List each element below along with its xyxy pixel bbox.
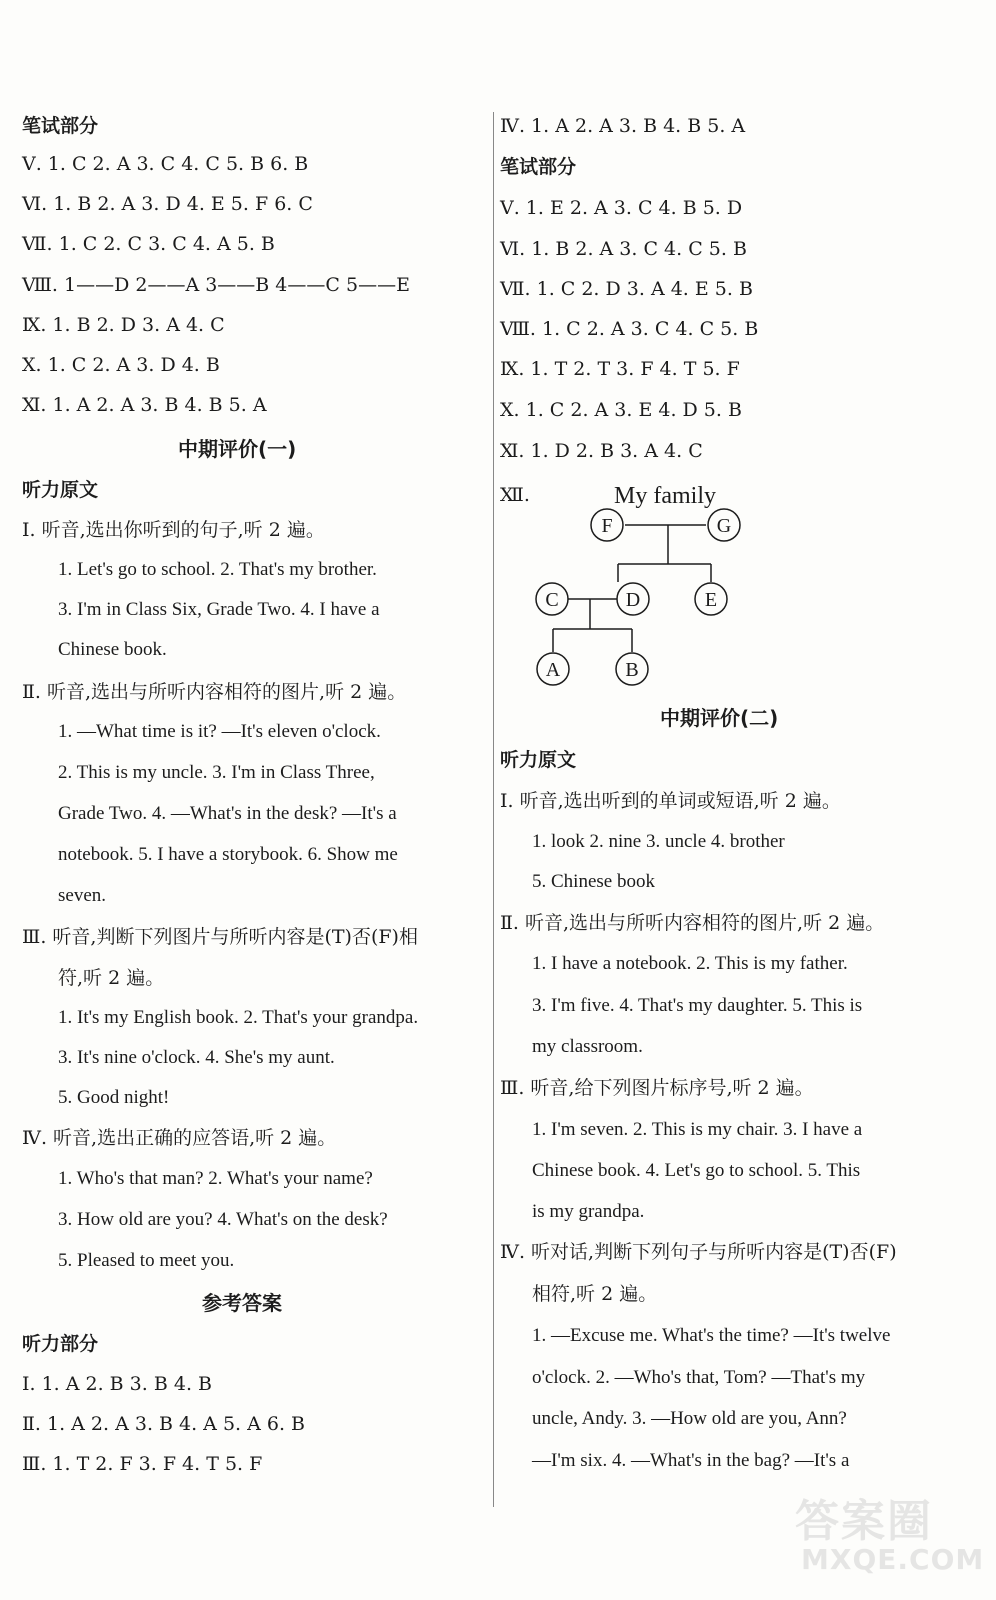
text-line: is my grandpa. — [532, 1201, 645, 1222]
family-node — [708, 509, 740, 541]
text-line: 1. look 2. nine 3. uncle 4. brother — [532, 831, 785, 852]
text-line: 5. Good night! — [58, 1087, 170, 1108]
text-line: Ⅳ. 1. A 2. A 3. B 4. B 5. A — [500, 115, 746, 137]
text-line: Ⅸ. 1. B 2. D 3. A 4. C — [22, 314, 225, 336]
column-divider — [493, 112, 494, 1507]
text-line: Ⅲ. 听音,给下列图片标序号,听 2 遍。 — [500, 1077, 814, 1099]
text-line: Ⅰ. 听音,选出你听到的句子,听 2 遍。 — [22, 519, 325, 541]
section-heading: 笔试部分 — [22, 115, 99, 137]
family-node-label: F — [601, 515, 613, 537]
family-node-label: B — [625, 659, 639, 681]
text-line: o'clock. 2. —Who's that, Tom? —That's my — [532, 1367, 866, 1388]
section-heading: 笔试部分 — [500, 156, 577, 178]
text-line: Ⅺ. 1. D 2. B 3. A 4. C — [500, 440, 703, 462]
text-line: 1. Let's go to school. 2. That's my brother. — [58, 559, 377, 580]
section-heading: 听力部分 — [22, 1333, 99, 1355]
text-line: 5. Chinese book — [532, 871, 655, 892]
text-line: Chinese book. — [58, 639, 167, 660]
text-line: Ⅳ. 听对话,判断下列句子与所听内容是(T)否(F) — [500, 1241, 897, 1263]
text-line: Ⅴ. 1. C 2. A 3. C 4. C 5. B 6. B — [22, 153, 309, 175]
text-line: Chinese book. 4. Let's go to school. 5. This — [532, 1160, 861, 1181]
family-node-label: E — [704, 589, 718, 611]
family-node — [537, 653, 569, 685]
text-line: Ⅵ. 1. B 2. A 3. C 4. C 5. B — [500, 238, 747, 260]
text-line: my classroom. — [532, 1036, 643, 1057]
text-line: 2. This is my uncle. 3. I'm in Class Three, — [58, 762, 375, 783]
text-line: Ⅺ. 1. A 2. A 3. B 4. B 5. A — [22, 394, 267, 416]
text-line: Ⅲ. 听音,判断下列图片与所听内容是(T)否(F)相 — [22, 926, 418, 948]
section-heading: 中期评价(二) — [660, 706, 779, 730]
section-heading: 参考答案 — [202, 1291, 282, 1315]
text-line: Ⅹ. 1. C 2. A 3. D 4. B — [22, 354, 220, 376]
text-line: Ⅷ. 1——D 2——A 3——B 4——C 5——E — [22, 274, 410, 296]
family-node-label: G — [716, 515, 732, 537]
text-line: 3. I'm in Class Six, Grade Two. 4. I have a — [58, 599, 380, 620]
family-node — [617, 583, 649, 615]
section-heading: 听力原文 — [500, 749, 577, 771]
text-line: uncle, Andy. 3. —How old are you, Ann? — [532, 1408, 847, 1429]
text-line: Ⅱ. 1. A 2. A 3. B 4. A 5. A 6. B — [22, 1413, 306, 1435]
text-line: Ⅰ. 1. A 2. B 3. B 4. B — [22, 1373, 212, 1395]
text-line: 1. —Excuse me. What's the time? —It's twelve — [532, 1325, 891, 1346]
family-node — [695, 583, 727, 615]
text-line: 5. Pleased to meet you. — [58, 1250, 235, 1271]
text-line: 1. Who's that man? 2. What's your name? — [58, 1168, 373, 1189]
text-line: 1. I have a notebook. 2. This is my father. — [532, 953, 848, 974]
family-node — [616, 653, 648, 685]
section-heading: 中期评价(一) — [178, 437, 297, 461]
text-line: Ⅱ. 听音,选出与所听内容相符的图片,听 2 遍。 — [500, 912, 885, 934]
section-heading: 听力原文 — [22, 479, 99, 501]
text-line: 1. It's my English book. 2. That's your grandpa. — [58, 1007, 419, 1028]
watermark-logo-text: 答案圈 — [795, 1496, 933, 1547]
text-line: Ⅴ. 1. E 2. A 3. C 4. B 5. D — [500, 197, 743, 219]
text-line: Ⅸ. 1. T 2. T 3. F 4. T 5. F — [500, 358, 740, 380]
watermark — [795, 1485, 985, 1585]
text-line: Ⅷ. 1. C 2. A 3. C 4. C 5. B — [500, 318, 759, 340]
text-line: Ⅶ. 1. C 2. D 3. A 4. E 5. B — [500, 278, 753, 300]
text-line: seven. — [58, 885, 107, 906]
family-node — [536, 583, 568, 615]
text-line: —I'm six. 4. —What's in the bag? —It's a — [532, 1450, 850, 1471]
text-line: 3. I'm five. 4. That's my daughter. 5. This is — [532, 995, 863, 1016]
text-line: 1. I'm seven. 2. This is my chair. 3. I have a — [532, 1119, 863, 1140]
text-line: Ⅹ. 1. C 2. A 3. E 4. D 5. B — [500, 399, 742, 421]
watermark-url: MXQE.COM — [801, 1543, 985, 1576]
text-line: Ⅳ. 听音,选出正确的应答语,听 2 遍。 — [22, 1127, 337, 1149]
text-line: 3. It's nine o'clock. 4. She's my aunt. — [58, 1047, 335, 1068]
text-line: 1. —What time is it? —It's eleven o'clock. — [58, 721, 381, 742]
text-line: 相符,听 2 遍。 — [532, 1283, 658, 1305]
text-line: Ⅲ. 1. T 2. F 3. F 4. T 5. F — [22, 1453, 263, 1475]
family-tree-diagram — [515, 478, 835, 708]
text-line: Grade Two. 4. —What's in the desk? —It's a — [58, 803, 397, 824]
text-line: 3. How old are you? 4. What's on the desk? — [58, 1209, 388, 1230]
text-line: 符,听 2 遍。 — [58, 967, 165, 989]
family-node-label: C — [545, 589, 559, 611]
family-node-label: D — [625, 589, 641, 611]
family-tree-title: My family — [614, 483, 716, 509]
text-line: Ⅶ. 1. C 2. C 3. C 4. A 5. B — [22, 233, 275, 255]
text-line: Ⅰ. 听音,选出听到的单词或短语,听 2 遍。 — [500, 790, 841, 812]
text-line: Ⅱ. 听音,选出与所听内容相符的图片,听 2 遍。 — [22, 681, 407, 703]
family-node-label: A — [545, 659, 561, 681]
text-line: notebook. 5. I have a storybook. 6. Show me — [58, 844, 398, 865]
text-line: Ⅻ. — [500, 484, 530, 506]
family-node — [591, 509, 623, 541]
text-line: Ⅵ. 1. B 2. A 3. D 4. E 5. F 6. C — [22, 193, 313, 215]
